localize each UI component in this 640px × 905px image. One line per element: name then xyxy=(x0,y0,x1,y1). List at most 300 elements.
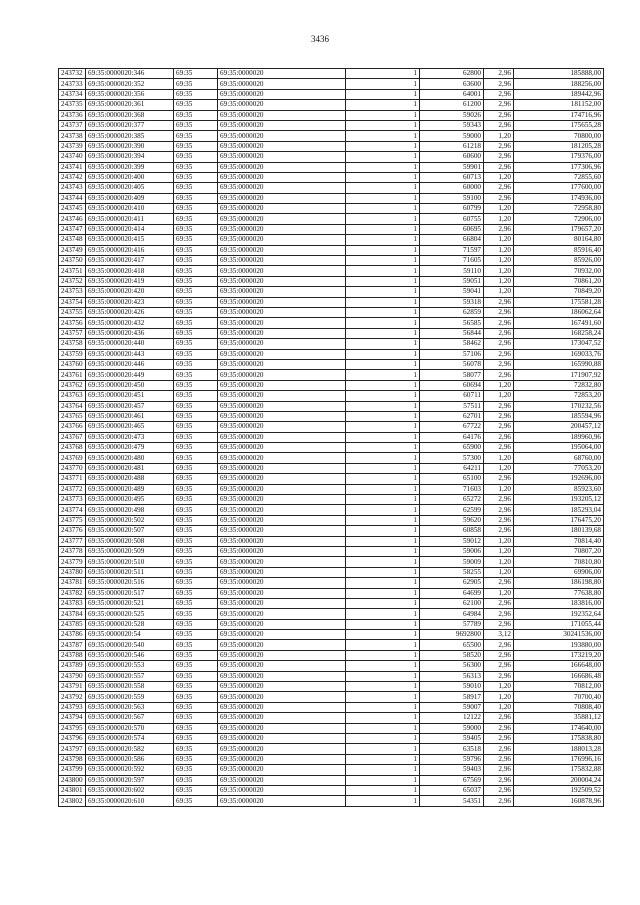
cell-row-number: 243785 xyxy=(59,619,86,629)
cell-district-code: 69:35 xyxy=(174,671,218,681)
cell-value: 179657,20 xyxy=(514,224,604,234)
cell-value: 85923,60 xyxy=(514,484,604,494)
cell-cadastral-number: 69:35:0000020:510 xyxy=(86,557,174,567)
cell-row-number: 243791 xyxy=(59,682,86,692)
cell-row-number: 243753 xyxy=(59,287,86,297)
cell-value: 168258,24 xyxy=(514,328,604,338)
cell-district-code: 69:35 xyxy=(174,183,218,193)
cell-group-code: 1 xyxy=(346,557,420,567)
cell-area: 60755 xyxy=(420,214,484,224)
cell-cadastral-number: 69:35:0000020:418 xyxy=(86,266,174,276)
cell-district-code: 69:35 xyxy=(174,287,218,297)
cell-group-code: 1 xyxy=(346,411,420,421)
cell-quarter-number: 69:35:0000020 xyxy=(218,422,346,432)
cell-value: 189960,96 xyxy=(514,432,604,442)
cell-quarter-number: 69:35:0000020 xyxy=(218,204,346,214)
table-row xyxy=(59,588,604,598)
cell-area: 64984 xyxy=(420,609,484,619)
cell-group-code: 1 xyxy=(346,172,420,182)
cell-area: 66804 xyxy=(420,235,484,245)
cell-quarter-number: 69:35:0000020 xyxy=(218,775,346,785)
cell-cadastral-number: 69:35:0000020:443 xyxy=(86,349,174,359)
cell-cadastral-number: 69:35:0000020:516 xyxy=(86,578,174,588)
cell-cadastral-number: 69:35:0000020:449 xyxy=(86,370,174,380)
cell-cadastral-number: 69:35:0000020:420 xyxy=(86,287,174,297)
table-row xyxy=(59,224,604,234)
table-row xyxy=(59,370,604,380)
table-row xyxy=(59,391,604,401)
cell-group-code: 1 xyxy=(346,578,420,588)
cell-group-code: 1 xyxy=(346,141,420,151)
cell-group-code: 1 xyxy=(346,235,420,245)
table-row xyxy=(59,204,604,214)
cell-district-code: 69:35 xyxy=(174,474,218,484)
cell-district-code: 69:35 xyxy=(174,79,218,89)
cell-group-code: 1 xyxy=(346,754,420,764)
cell-row-number: 243765 xyxy=(59,411,86,421)
cell-row-number: 243739 xyxy=(59,141,86,151)
cell-value: 181152,00 xyxy=(514,100,604,110)
cell-area: 58462 xyxy=(420,339,484,349)
cell-quarter-number: 69:35:0000020 xyxy=(218,744,346,754)
cell-rate: 2,96 xyxy=(484,609,514,619)
cell-row-number: 243764 xyxy=(59,401,86,411)
cell-district-code: 69:35 xyxy=(174,495,218,505)
cell-rate: 2,96 xyxy=(484,193,514,203)
cell-value: 200004,24 xyxy=(514,775,604,785)
cell-rate: 1,20 xyxy=(484,536,514,546)
cell-value: 70932,00 xyxy=(514,266,604,276)
cell-district-code: 69:35 xyxy=(174,152,218,162)
cell-group-code: 1 xyxy=(346,702,420,712)
cell-rate: 2,96 xyxy=(484,411,514,421)
cell-cadastral-number: 69:35:0000020:426 xyxy=(86,307,174,317)
cell-area: 59901 xyxy=(420,162,484,172)
cell-row-number: 243738 xyxy=(59,131,86,141)
cell-row-number: 243792 xyxy=(59,692,86,702)
cell-group-code: 1 xyxy=(346,391,420,401)
cell-rate: 1,20 xyxy=(484,391,514,401)
cell-rate: 1,20 xyxy=(484,588,514,598)
cell-row-number: 243754 xyxy=(59,297,86,307)
cell-group-code: 1 xyxy=(346,630,420,640)
cell-row-number: 243761 xyxy=(59,370,86,380)
cell-group-code: 1 xyxy=(346,744,420,754)
table-row xyxy=(59,432,604,442)
cell-row-number: 243736 xyxy=(59,110,86,120)
cell-quarter-number: 69:35:0000020 xyxy=(218,318,346,328)
cell-area: 59110 xyxy=(420,266,484,276)
cell-area: 64001 xyxy=(420,89,484,99)
cell-row-number: 243743 xyxy=(59,183,86,193)
cell-rate: 2,96 xyxy=(484,339,514,349)
cell-row-number: 243741 xyxy=(59,162,86,172)
cell-quarter-number: 69:35:0000020 xyxy=(218,89,346,99)
cell-row-number: 243779 xyxy=(59,557,86,567)
cell-row-number: 243735 xyxy=(59,100,86,110)
cell-area: 67722 xyxy=(420,422,484,432)
table-row xyxy=(59,796,604,806)
cell-district-code: 69:35 xyxy=(174,307,218,317)
cell-group-code: 1 xyxy=(346,183,420,193)
cell-rate: 2,96 xyxy=(484,370,514,380)
cell-district-code: 69:35 xyxy=(174,650,218,660)
cell-value: 192696,00 xyxy=(514,474,604,484)
cell-area: 60694 xyxy=(420,380,484,390)
cell-cadastral-number: 69:35:0000020:480 xyxy=(86,453,174,463)
cell-value: 72853,20 xyxy=(514,391,604,401)
cell-group-code: 1 xyxy=(346,495,420,505)
table-row xyxy=(59,172,604,182)
cell-row-number: 243746 xyxy=(59,214,86,224)
cell-district-code: 69:35 xyxy=(174,692,218,702)
cell-area: 67569 xyxy=(420,775,484,785)
cell-quarter-number: 69:35:0000020 xyxy=(218,619,346,629)
cell-rate: 2,96 xyxy=(484,120,514,130)
cell-value: 175838,80 xyxy=(514,734,604,744)
cell-area: 64176 xyxy=(420,432,484,442)
cell-district-code: 69:35 xyxy=(174,224,218,234)
table-row xyxy=(59,682,604,692)
cell-cadastral-number: 69:35:0000020:399 xyxy=(86,162,174,172)
cell-area: 59007 xyxy=(420,702,484,712)
cell-rate: 2,96 xyxy=(484,671,514,681)
cell-area: 58077 xyxy=(420,370,484,380)
cell-district-code: 69:35 xyxy=(174,463,218,473)
cell-row-number: 243770 xyxy=(59,463,86,473)
cell-area: 59009 xyxy=(420,557,484,567)
cell-area: 56300 xyxy=(420,661,484,671)
cell-district-code: 69:35 xyxy=(174,411,218,421)
cell-cadastral-number: 69:35:0000020:488 xyxy=(86,474,174,484)
cell-row-number: 243740 xyxy=(59,152,86,162)
cell-group-code: 1 xyxy=(346,193,420,203)
cell-cadastral-number: 69:35:0000020:450 xyxy=(86,380,174,390)
table-row xyxy=(59,692,604,702)
cell-rate: 2,96 xyxy=(484,744,514,754)
cell-group-code: 1 xyxy=(346,69,420,79)
table-row xyxy=(59,578,604,588)
cell-cadastral-number: 69:35:0000020:502 xyxy=(86,515,174,525)
cell-quarter-number: 69:35:0000020 xyxy=(218,100,346,110)
table-row xyxy=(59,505,604,515)
table-row xyxy=(59,702,604,712)
cell-area: 58255 xyxy=(420,567,484,577)
cell-value: 186198,80 xyxy=(514,578,604,588)
cell-row-number: 243773 xyxy=(59,495,86,505)
cell-row-number: 243750 xyxy=(59,256,86,266)
cell-row-number: 243789 xyxy=(59,661,86,671)
cell-district-code: 69:35 xyxy=(174,391,218,401)
cell-rate: 1,20 xyxy=(484,287,514,297)
cell-rate: 2,96 xyxy=(484,89,514,99)
cell-quarter-number: 69:35:0000020 xyxy=(218,359,346,369)
cell-area: 65500 xyxy=(420,640,484,650)
cell-rate: 2,96 xyxy=(484,775,514,785)
cell-rate: 2,96 xyxy=(484,619,514,629)
cell-district-code: 69:35 xyxy=(174,370,218,380)
table-row xyxy=(59,650,604,660)
cell-cadastral-number: 69:35:0000020:610 xyxy=(86,796,174,806)
cell-group-code: 1 xyxy=(346,307,420,317)
cell-cadastral-number: 69:35:0000020:411 xyxy=(86,214,174,224)
cell-quarter-number: 69:35:0000020 xyxy=(218,162,346,172)
page-number: 3436 xyxy=(311,34,329,44)
cell-group-code: 1 xyxy=(346,713,420,723)
cell-cadastral-number: 69:35:0000020:498 xyxy=(86,505,174,515)
cell-cadastral-number: 69:35:0000020:361 xyxy=(86,100,174,110)
cell-value: 68760,00 xyxy=(514,453,604,463)
cell-rate: 2,96 xyxy=(484,307,514,317)
cell-value: 70808,40 xyxy=(514,702,604,712)
table-row xyxy=(59,526,604,536)
cell-quarter-number: 69:35:0000020 xyxy=(218,307,346,317)
cell-area: 61200 xyxy=(420,100,484,110)
cell-district-code: 69:35 xyxy=(174,609,218,619)
cell-value: 30241536,00 xyxy=(514,630,604,640)
cell-group-code: 1 xyxy=(346,89,420,99)
cell-group-code: 1 xyxy=(346,432,420,442)
cell-area: 56844 xyxy=(420,328,484,338)
cell-rate: 2,96 xyxy=(484,505,514,515)
table-row xyxy=(59,245,604,255)
cell-rate: 2,96 xyxy=(484,443,514,453)
cell-area: 54351 xyxy=(420,796,484,806)
cell-value: 192352,64 xyxy=(514,609,604,619)
table-row xyxy=(59,443,604,453)
cell-value: 180139,68 xyxy=(514,526,604,536)
cell-district-code: 69:35 xyxy=(174,526,218,536)
cell-district-code: 69:35 xyxy=(174,204,218,214)
cell-group-code: 1 xyxy=(346,682,420,692)
cell-row-number: 243749 xyxy=(59,245,86,255)
cell-area: 59100 xyxy=(420,193,484,203)
cell-rate: 1,20 xyxy=(484,682,514,692)
cell-area: 65100 xyxy=(420,474,484,484)
cell-row-number: 243752 xyxy=(59,276,86,286)
cell-cadastral-number: 69:35:0000020:602 xyxy=(86,785,174,795)
cell-value: 77638,80 xyxy=(514,588,604,598)
cell-area: 56078 xyxy=(420,359,484,369)
cell-value: 192509,52 xyxy=(514,785,604,795)
cell-rate: 2,96 xyxy=(484,754,514,764)
cell-cadastral-number: 69:35:0000020:377 xyxy=(86,120,174,130)
cell-district-code: 69:35 xyxy=(174,443,218,453)
table-row xyxy=(59,183,604,193)
cell-cadastral-number: 69:35:0000020:405 xyxy=(86,183,174,193)
cell-quarter-number: 69:35:0000020 xyxy=(218,515,346,525)
cell-row-number: 243745 xyxy=(59,204,86,214)
cell-group-code: 1 xyxy=(346,474,420,484)
cell-group-code: 1 xyxy=(346,422,420,432)
cell-row-number: 243734 xyxy=(59,89,86,99)
cell-rate: 2,96 xyxy=(484,297,514,307)
table-row xyxy=(59,380,604,390)
cell-row-number: 243732 xyxy=(59,69,86,79)
cell-district-code: 69:35 xyxy=(174,401,218,411)
cell-value: 181205,28 xyxy=(514,141,604,151)
table-row xyxy=(59,120,604,130)
cell-cadastral-number: 69:35:0000020:507 xyxy=(86,526,174,536)
cell-value: 169033,76 xyxy=(514,349,604,359)
cell-quarter-number: 69:35:0000020 xyxy=(218,120,346,130)
cell-value: 175832,88 xyxy=(514,765,604,775)
cell-district-code: 69:35 xyxy=(174,754,218,764)
cell-group-code: 1 xyxy=(346,224,420,234)
cell-cadastral-number: 69:35:0000020:352 xyxy=(86,79,174,89)
cell-row-number: 243774 xyxy=(59,505,86,515)
table-row xyxy=(59,744,604,754)
cell-cadastral-number: 69:35:0000020:495 xyxy=(86,495,174,505)
cell-quarter-number: 69:35:0000020 xyxy=(218,557,346,567)
cell-cadastral-number: 69:35:0000020:423 xyxy=(86,297,174,307)
cell-row-number: 243742 xyxy=(59,172,86,182)
table-row xyxy=(59,609,604,619)
cell-rate: 1,20 xyxy=(484,276,514,286)
cell-quarter-number: 69:35:0000020 xyxy=(218,702,346,712)
cell-quarter-number: 69:35:0000020 xyxy=(218,463,346,473)
cell-value: 189442,96 xyxy=(514,89,604,99)
cell-group-code: 1 xyxy=(346,120,420,130)
cell-value: 72855,60 xyxy=(514,172,604,182)
cell-value: 186062,64 xyxy=(514,307,604,317)
cell-quarter-number: 69:35:0000020 xyxy=(218,287,346,297)
cadastral-value-table xyxy=(58,68,604,807)
table-row xyxy=(59,598,604,608)
cell-row-number: 243769 xyxy=(59,453,86,463)
cell-rate: 1,20 xyxy=(484,484,514,494)
cell-quarter-number: 69:35:0000020 xyxy=(218,411,346,421)
cell-district-code: 69:35 xyxy=(174,100,218,110)
cell-area: 57300 xyxy=(420,453,484,463)
cell-area: 59041 xyxy=(420,287,484,297)
cell-area: 59403 xyxy=(420,765,484,775)
cell-group-code: 1 xyxy=(346,640,420,650)
table-row xyxy=(59,79,604,89)
cell-cadastral-number: 69:35:0000020:546 xyxy=(86,650,174,660)
cell-area: 57789 xyxy=(420,619,484,629)
cell-district-code: 69:35 xyxy=(174,245,218,255)
cell-district-code: 69:35 xyxy=(174,484,218,494)
cell-area: 62599 xyxy=(420,505,484,515)
cell-value: 200457,12 xyxy=(514,422,604,432)
cell-area: 59318 xyxy=(420,297,484,307)
cell-rate: 2,96 xyxy=(484,110,514,120)
cell-district-code: 69:35 xyxy=(174,505,218,515)
table-row xyxy=(59,785,604,795)
cell-quarter-number: 69:35:0000020 xyxy=(218,495,346,505)
cell-quarter-number: 69:35:0000020 xyxy=(218,141,346,151)
cell-quarter-number: 69:35:0000020 xyxy=(218,235,346,245)
cell-district-code: 69:35 xyxy=(174,588,218,598)
cell-district-code: 69:35 xyxy=(174,89,218,99)
cell-group-code: 1 xyxy=(346,723,420,733)
table-row xyxy=(59,69,604,79)
cell-cadastral-number: 69:35:0000020:432 xyxy=(86,318,174,328)
cell-value: 195064,00 xyxy=(514,443,604,453)
table-row xyxy=(59,131,604,141)
cell-quarter-number: 69:35:0000020 xyxy=(218,266,346,276)
cell-group-code: 1 xyxy=(346,339,420,349)
cell-row-number: 243783 xyxy=(59,598,86,608)
cell-quarter-number: 69:35:0000020 xyxy=(218,224,346,234)
cell-value: 188013,28 xyxy=(514,744,604,754)
cell-cadastral-number: 69:35:0000020:509 xyxy=(86,546,174,556)
cell-area: 60799 xyxy=(420,204,484,214)
cell-rate: 1,20 xyxy=(484,453,514,463)
cell-value: 167491,60 xyxy=(514,318,604,328)
table-row xyxy=(59,328,604,338)
cell-cadastral-number: 69:35:0000020:414 xyxy=(86,224,174,234)
cell-group-code: 1 xyxy=(346,380,420,390)
cell-rate: 1,20 xyxy=(484,702,514,712)
cell-row-number: 243781 xyxy=(59,578,86,588)
cell-value: 174716,96 xyxy=(514,110,604,120)
cell-value: 183816,00 xyxy=(514,598,604,608)
cell-cadastral-number: 69:35:0000020:570 xyxy=(86,723,174,733)
cell-group-code: 1 xyxy=(346,775,420,785)
cell-quarter-number: 69:35:0000020 xyxy=(218,256,346,266)
cell-area: 56313 xyxy=(420,671,484,681)
cell-group-code: 1 xyxy=(346,162,420,172)
cell-rate: 2,96 xyxy=(484,765,514,775)
table-row xyxy=(59,536,604,546)
cell-area: 58520 xyxy=(420,650,484,660)
cell-row-number: 243760 xyxy=(59,359,86,369)
table-body xyxy=(59,69,604,807)
cell-cadastral-number: 69:35:0000020:574 xyxy=(86,734,174,744)
cell-cadastral-number: 69:35:0000020:461 xyxy=(86,411,174,421)
cell-cadastral-number: 69:35:0000020:457 xyxy=(86,401,174,411)
cell-rate: 2,96 xyxy=(484,359,514,369)
table-row xyxy=(59,110,604,120)
cell-area: 59026 xyxy=(420,110,484,120)
cell-rate: 2,96 xyxy=(484,650,514,660)
cell-group-code: 1 xyxy=(346,328,420,338)
cell-value: 171055,44 xyxy=(514,619,604,629)
cell-area: 63600 xyxy=(420,79,484,89)
cell-district-code: 69:35 xyxy=(174,775,218,785)
cell-district-code: 69:35 xyxy=(174,339,218,349)
cell-district-code: 69:35 xyxy=(174,453,218,463)
cell-quarter-number: 69:35:0000020 xyxy=(218,349,346,359)
table-row xyxy=(59,349,604,359)
cell-group-code: 1 xyxy=(346,619,420,629)
cell-value: 70814,40 xyxy=(514,536,604,546)
cell-row-number: 243733 xyxy=(59,79,86,89)
cell-rate: 2,96 xyxy=(484,432,514,442)
cell-rate: 1,20 xyxy=(484,557,514,567)
cell-group-code: 1 xyxy=(346,370,420,380)
cell-quarter-number: 69:35:0000020 xyxy=(218,131,346,141)
cell-group-code: 1 xyxy=(346,204,420,214)
cell-cadastral-number: 69:35:0000020:508 xyxy=(86,536,174,546)
cell-cadastral-number: 69:35:0000020:394 xyxy=(86,152,174,162)
cell-value: 165990,88 xyxy=(514,359,604,369)
cell-area: 65037 xyxy=(420,785,484,795)
cell-group-code: 1 xyxy=(346,287,420,297)
cell-value: 175581,28 xyxy=(514,297,604,307)
cell-row-number: 243744 xyxy=(59,193,86,203)
cell-row-number: 243796 xyxy=(59,734,86,744)
cell-value: 185594,96 xyxy=(514,411,604,421)
table-row xyxy=(59,619,604,629)
cell-value: 72832,80 xyxy=(514,380,604,390)
table-row xyxy=(59,734,604,744)
cell-rate: 2,96 xyxy=(484,79,514,89)
cell-rate: 1,20 xyxy=(484,214,514,224)
cell-rate: 1,20 xyxy=(484,266,514,276)
